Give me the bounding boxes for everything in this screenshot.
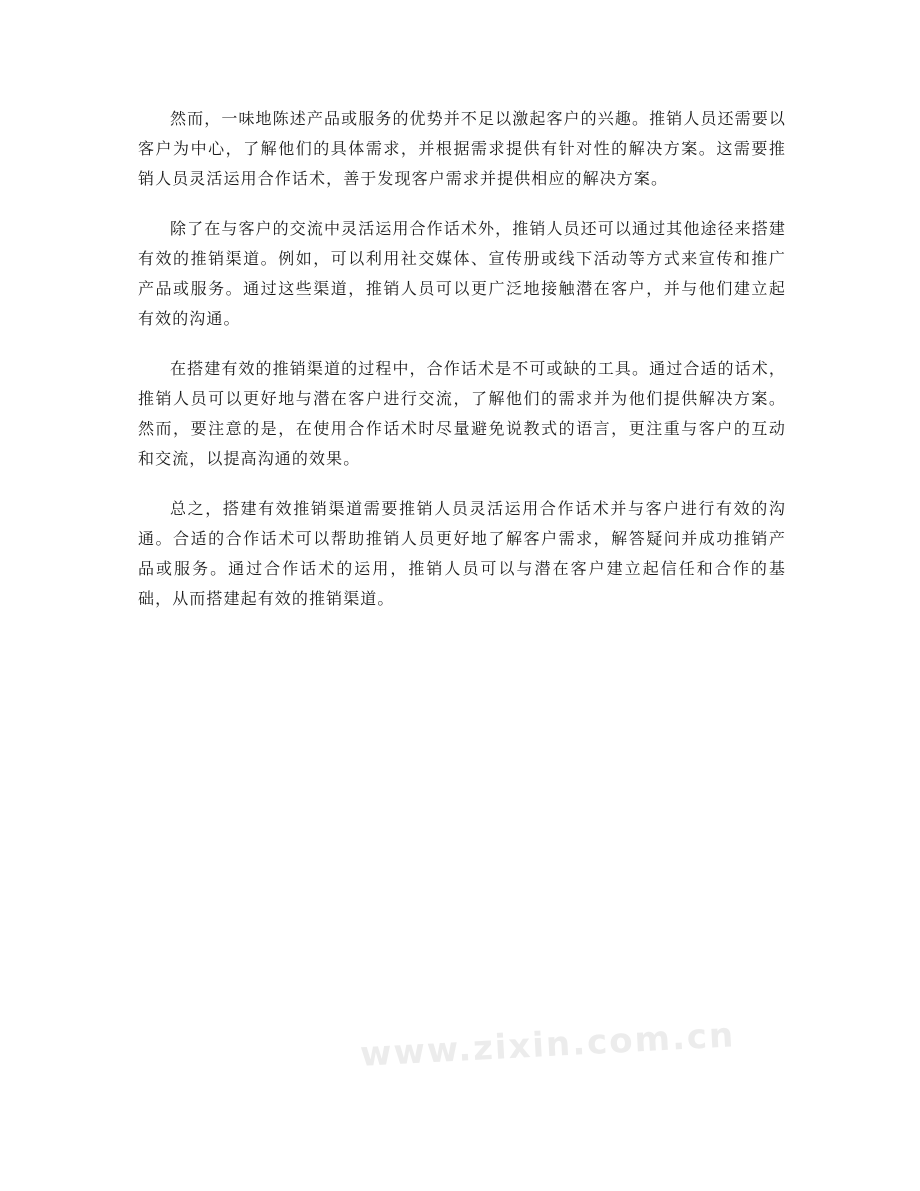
- paragraph-2: 除了在与客户的交流中灵活运用合作话术外，推销人员还可以通过其他途径来搭建有效的推销渠道。例如，可以利用社交媒体、宣传册或线下活动等方式来宣传和推广产品或服务。通过这些渠道，推销人员可以更广泛地接触潜在客户，并与他们建立起有效的沟通。: [138, 219, 786, 328]
- document-body: [138, 104, 786, 634]
- watermark: www.zixin.com.cn: [359, 1015, 737, 1075]
- paragraph-1: 然而，一味地陈述产品或服务的优势并不足以激起客户的兴趣。推销人员还需要以客户为中心，了解他们的具体需求，并根据需求提供有针对性的解决方案。这需要推销人员灵活运用合作话术，善于发现客户需求并提供相应的解决方案。: [138, 109, 786, 188]
- paragraph-4: 总之，搭建有效推销渠道需要推销人员灵活运用合作话术并与客户进行有效的沟通。合适的合作话术可以帮助推销人员更好地了解客户需求，解答疑问并成功推销产品或服务。通过合作话术的运用，推销人员可以与潜在客户建立起信任和合作的基础，从而搭建起有效的推销渠道。: [138, 499, 786, 608]
- paragraph-3: 在搭建有效的推销渠道的过程中，合作话术是不可或缺的工具。通过合适的话术，推销人员可以更好地与潜在客户进行交流，了解他们的需求并为他们提供解决方案。然而，要注意的是，在使用合作话术时尽量避免说教式的语言，更注重与客户的互动和交流，以提高沟通的效果。: [138, 359, 786, 468]
